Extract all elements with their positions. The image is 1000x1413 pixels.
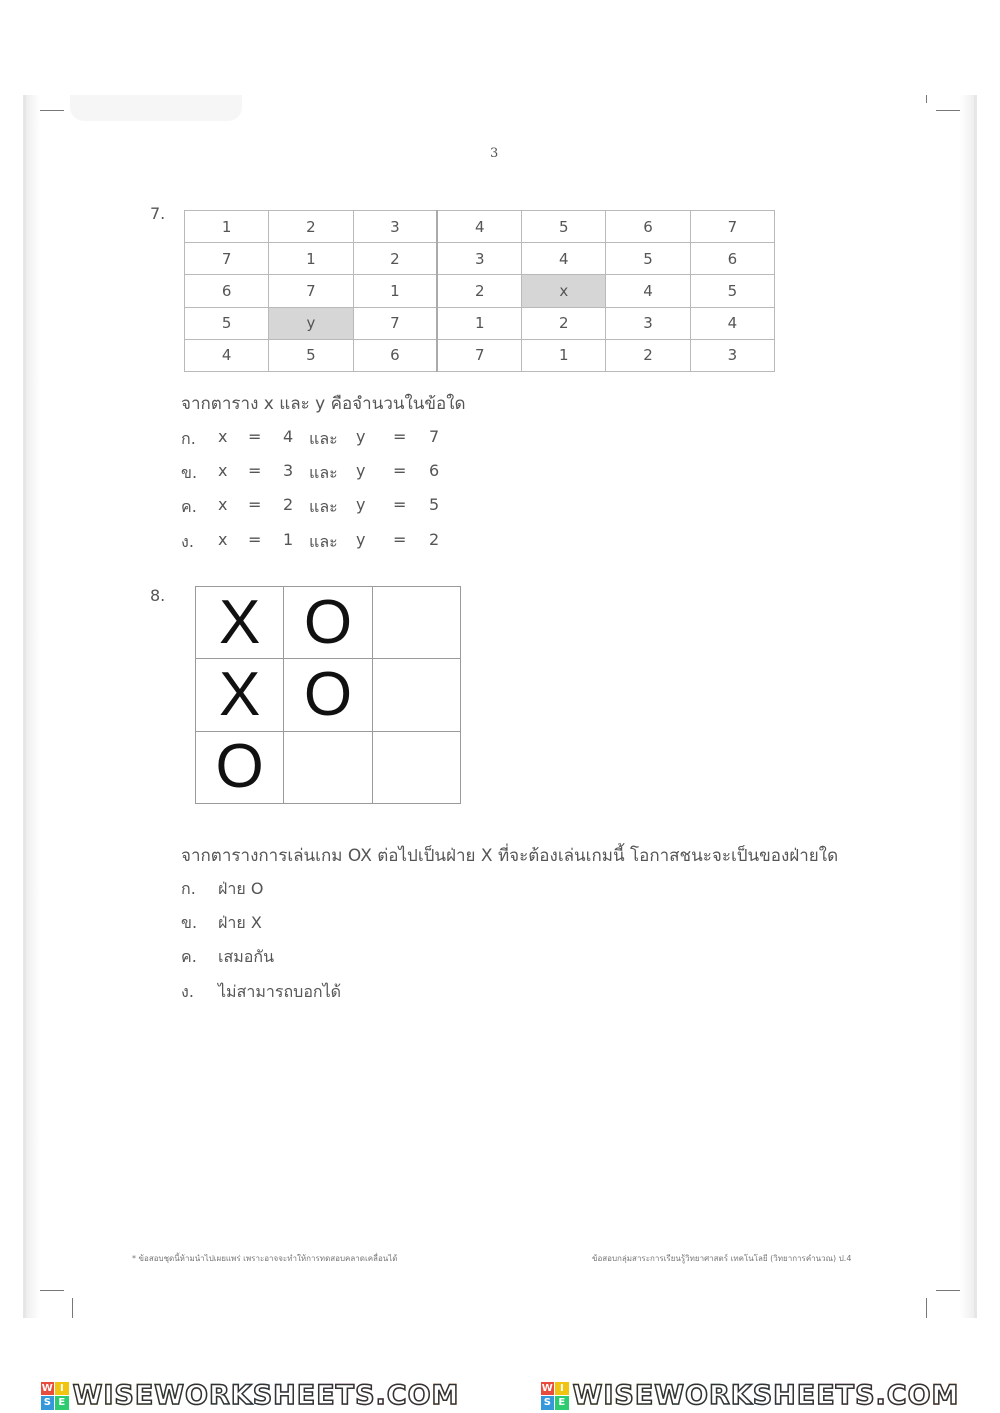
crop-mark <box>72 1298 73 1318</box>
grid-cell: 1 <box>437 307 521 339</box>
board-cell-empty <box>372 731 460 803</box>
question-8-prompt: จากตารางการเล่นเกม OX ต่อไปเป็นฝ่าย X ที่จะต้องเล่นเกมนี้ โอกาสชนะจะเป็นของฝ่ายใด <box>181 846 839 866</box>
choice-label: ค. <box>181 497 197 516</box>
choice-equals: = <box>393 461 407 480</box>
crop-mark <box>40 1290 64 1291</box>
grid-cell: 2 <box>353 243 437 275</box>
choice-label: ง. <box>181 982 194 1001</box>
page-number: 3 <box>490 146 499 161</box>
choice-equals: = <box>393 427 407 446</box>
logo-letter: E <box>555 1396 569 1410</box>
choice-label: ค. <box>181 947 197 966</box>
watermark-text: WISEWORKSHEETS.COM <box>572 1380 960 1411</box>
choice-and: และ <box>309 429 338 448</box>
crop-mark <box>926 1298 927 1318</box>
logo-letter: S <box>541 1396 555 1410</box>
grid-cell-x-unknown: x <box>522 275 606 307</box>
grid-cell: 6 <box>690 243 774 275</box>
grid-cell: 4 <box>185 339 269 371</box>
watermark-item <box>541 1380 960 1411</box>
watermark-bar <box>0 1378 1000 1413</box>
grid-row <box>185 307 775 339</box>
choice-equals: = <box>248 530 262 549</box>
choice-text: ฝ่าย O <box>218 879 264 898</box>
grid-cell: 5 <box>690 275 774 307</box>
tic-tac-toe-board <box>195 586 461 804</box>
grid-row <box>185 243 775 275</box>
grid-cell: 7 <box>185 243 269 275</box>
choice-y-value: 6 <box>429 461 440 480</box>
question-8-number: 8. <box>150 586 166 605</box>
footer-subject: ข้อสอบกลุ่มสาระการเรียนรู้วิทยาศาสตร์ เทคโนโลยี (วิทยาการคำนวณ) ป.4 <box>592 1254 852 1263</box>
choice-text: ฝ่าย X <box>218 913 262 932</box>
number-grid <box>184 210 775 372</box>
grid-cell: 1 <box>353 275 437 307</box>
choice-equals: = <box>248 461 262 480</box>
wise-logo-icon <box>541 1382 569 1410</box>
choice-equals: = <box>248 427 262 446</box>
grid-cell: 7 <box>690 211 774 243</box>
grid-cell: 1 <box>522 339 606 371</box>
grid-cell: 3 <box>353 211 437 243</box>
grid-cell: 4 <box>437 211 521 243</box>
board-row <box>196 587 461 659</box>
grid-cell: 7 <box>353 307 437 339</box>
choice-y: y <box>356 461 366 480</box>
grid-cell: 3 <box>690 339 774 371</box>
grid-row <box>185 211 775 243</box>
crop-mark <box>926 95 927 103</box>
choice-text: เสมอกัน <box>218 947 275 966</box>
choice-x-value: 4 <box>283 427 294 446</box>
logo-letter: W <box>541 1382 553 1394</box>
board-cell-empty <box>372 659 460 731</box>
grid-cell: 2 <box>269 211 353 243</box>
grid-cell: 2 <box>437 275 521 307</box>
choice-label: ข. <box>181 913 198 932</box>
choice-equals: = <box>248 495 262 514</box>
choice-x-value: 2 <box>283 495 294 514</box>
choice-y: y <box>356 495 366 514</box>
blurred-header-tab <box>70 95 242 121</box>
board-cell: O <box>284 659 372 731</box>
grid-cell: 6 <box>185 275 269 307</box>
grid-cell: 6 <box>606 211 690 243</box>
crop-mark <box>936 1290 960 1291</box>
board-cell: O <box>196 731 284 803</box>
choice-label: ก. <box>181 429 196 448</box>
board-cell: O <box>284 587 372 659</box>
grid-cell: 7 <box>437 339 521 371</box>
footer-disclaimer: * ข้อสอบชุดนี้ห้ามนำไปเผยแพร่ เพราะอาจจะทำให้การทดสอบคลาดเคลื่อนได้ <box>132 1254 398 1263</box>
grid-cell: 1 <box>185 211 269 243</box>
logo-letter: S <box>41 1396 55 1410</box>
choice-label: ง. <box>181 532 194 551</box>
wise-logo-icon <box>41 1382 69 1410</box>
grid-cell: 5 <box>606 243 690 275</box>
board-row <box>196 731 461 803</box>
choice-y: y <box>356 427 366 446</box>
grid-cell: 7 <box>269 275 353 307</box>
choice-label: ก. <box>181 879 196 898</box>
choice-and: และ <box>309 463 338 482</box>
choice-and: และ <box>309 532 338 551</box>
grid-cell: 4 <box>690 307 774 339</box>
choice-y-value: 2 <box>429 530 440 549</box>
choice-y-value: 7 <box>429 427 440 446</box>
grid-cell: 5 <box>185 307 269 339</box>
crop-mark <box>40 110 64 111</box>
logo-letter: I <box>55 1382 69 1396</box>
grid-cell-y-unknown: y <box>269 307 353 339</box>
grid-row <box>185 275 775 307</box>
grid-row <box>185 339 775 371</box>
board-row <box>196 659 461 731</box>
watermark-text: WISEWORKSHEETS.COM <box>72 1380 460 1411</box>
grid-cell: 3 <box>606 307 690 339</box>
choice-x: x <box>218 530 228 549</box>
grid-cell: 5 <box>269 339 353 371</box>
grid-cell: 1 <box>269 243 353 275</box>
choice-and: และ <box>309 497 338 516</box>
board-cell: X <box>196 587 284 659</box>
board-cell-empty <box>372 587 460 659</box>
choice-label: ข. <box>181 463 198 482</box>
crop-mark <box>936 110 960 111</box>
watermark-item <box>41 1380 460 1411</box>
grid-cell: 2 <box>606 339 690 371</box>
question-7-number: 7. <box>150 204 166 223</box>
choice-x: x <box>218 495 228 514</box>
choice-y-value: 5 <box>429 495 440 514</box>
logo-letter: W <box>41 1382 53 1394</box>
choice-equals: = <box>393 530 407 549</box>
choice-x: x <box>218 427 228 446</box>
question-7-prompt: จากตาราง x และ y คือจำนวนในข้อใด <box>181 394 466 414</box>
board-cell-empty <box>284 731 372 803</box>
grid-cell: 5 <box>522 211 606 243</box>
grid-cell: 4 <box>522 243 606 275</box>
choice-text: ไม่สามารถบอกได้ <box>218 982 342 1001</box>
grid-cell: 4 <box>606 275 690 307</box>
choice-x-value: 1 <box>283 530 294 549</box>
choice-y: y <box>356 530 366 549</box>
grid-cell: 6 <box>353 339 437 371</box>
choice-equals: = <box>393 495 407 514</box>
board-cell: X <box>196 659 284 731</box>
grid-cell: 3 <box>437 243 521 275</box>
logo-letter: I <box>555 1382 569 1396</box>
grid-cell: 2 <box>522 307 606 339</box>
logo-letter: E <box>55 1396 69 1410</box>
choice-x-value: 3 <box>283 461 294 480</box>
choice-x: x <box>218 461 228 480</box>
